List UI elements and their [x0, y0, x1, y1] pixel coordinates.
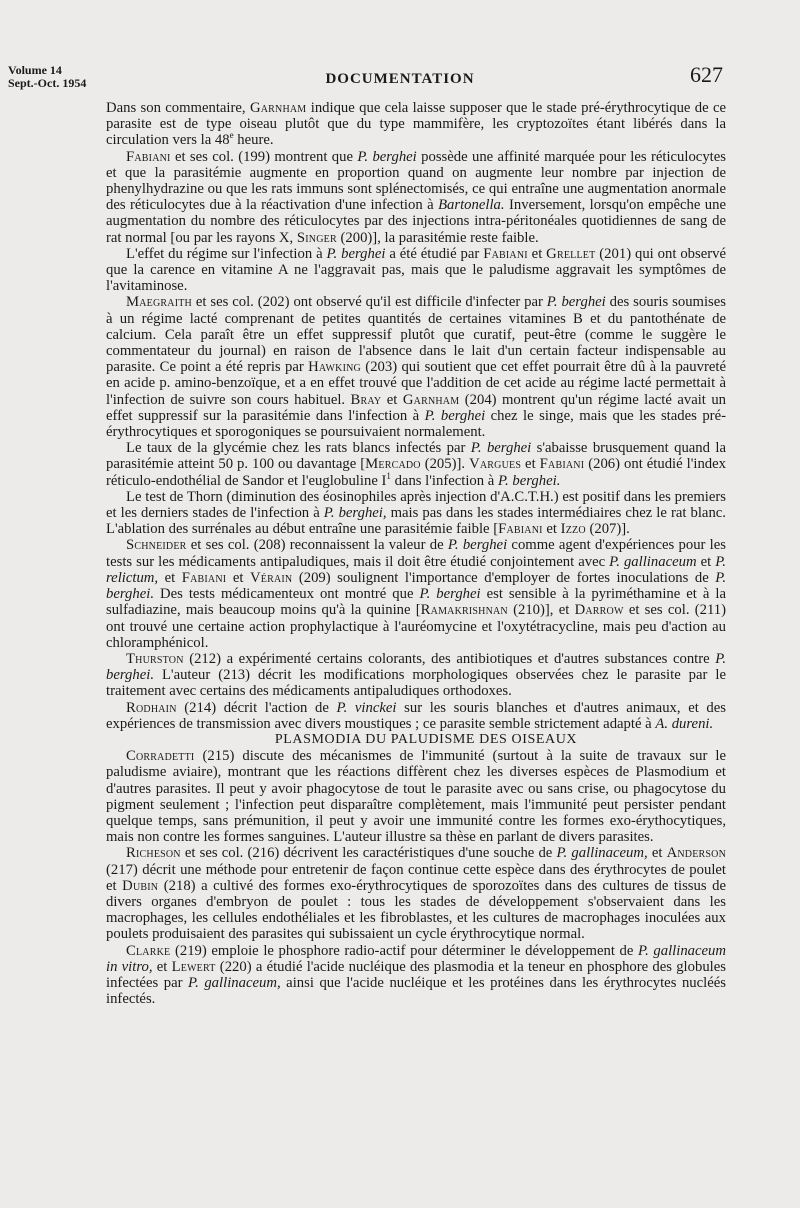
paragraph-5: Le taux de la glycémie chez les rats blancs infectés par P. berghei s'abaisse brusquement quand la parasitémie atteint 50 p. 100 ou davantage [Mercado (205)]. Vargues et Fabiani (206) ont étudié l'index réticulo-endothélial de Sandor et l'euglobuline $I^1$ dans l'infection à P. berghei.	[106, 440, 726, 489]
paragraph-6: Le test de Thorn (diminution des éosinophiles après injection d'A.C.T.H.) est positif dans les premiers et les derniers stades de l'infection à P. berghei, mais pas dans les stades intermédiaires chez le rat blanc. L'ablation des surrénales au début entraîne une parasitémie faible [Fabiani et Izzo (207)].	[106, 488, 726, 538]
article-body	[106, 100, 726, 1007]
paragraph-4: Maegraith et ses col. (202) ont observé qu'il est difficile d'infecter par P. berghei des souris soumises à un régime lacté comprenant de petites quantités de certaines vitamines B et du pantothénate de calcium. Cela paraît être un effet suppressif plutôt que curatif, peut-être (comme le suggère le commentateur du journal) en raison de l'absence dans le lait d'un certain facteur indispensable au parasite. Ce point a été repris par Hawking (203) qui soutient que cet effet pourrait être dû à la pauvreté en acide p. amino-benzoïque, et a en effet trouvé que l'addition de cet acide au régime lacté permettait à l'infection de suivre son cours habituel. Bray et Garnham (204) montrent qu'un régime lacté avait un effet suppressif sur la parasitémie dans l'infection à P. berghei chez le singe, mais que les stades pré-érythrocytiques et sporogoniques se poursuivaient normalement.	[106, 294, 727, 441]
paragraph-7: Schneider et ses col. (208) reconnaissent la valeur de P. berghei comme agent d'expériences pour les tests sur les médicaments antipaludiques, mais il doit être étudié conjointement avec P. gallinaceum et P. relictum, et Fabiani et Vérain (209) soulignent l'importance d'employer de fortes inoculations de P. berghei. Des tests médicamenteux ont montré que P. berghei est sensible à la pyriméthamine et à la sulfadiazine, mais beaucoup moins qu'à la quinine [Ramakrishnan (210)], et Darrow et ses col. (211) ont trouvé une certaine action prophylactique à l'auréomycine et l'oxytétracycline, mais peu d'action au chloramphénicol.	[106, 537, 727, 651]
issue-date: Sept.-Oct. 1954	[8, 76, 87, 90]
paragraph-3: L'effet du régime sur l'infection à P. berghei a été étudié par Fabiani et Grellet (201) qui ont observé que la carence en vitamine A ne l'aggravait pas, mais que le paludisme aggravait les symptômes de l'avitaminose.	[106, 245, 726, 295]
paragraph-2: Fabiani et ses col. (199) montrent que P. berghei possède une affinité marquée pour les réticulocytes et que la parasitémie augmente en proportion quand on augmente leur nombre par injection de phenylhydrazine ou que les rats immuns sont splénectomisés, ce qui entraîne une augmentation anormale des réticulocytes due à la réactivation d'une infection à Bartonella. Inversement, lorsqu'on empêche une augmentation du nombre des réticulocytes par des injections intra-péritonéales quotidiennes de sang de rat normal [ou par les rayons X, Singer (200)], la parasitémie reste faible.	[106, 148, 726, 246]
running-title: DOCUMENTATION	[325, 71, 475, 87]
section-title: PLASMODIA DU PALUDISME DES OISEAUX	[274, 731, 578, 747]
paragraph-10: Corradetti (215) discute des mécanismes de l'immunité (surtout à la suite de travaux sur le paludisme aviaire), montrant que les réactions diffèrent chez les diverses espèces de Plasmodium et d'autres parasites. Il peut y avoir phagocytose de tout le parasite avec ou sans crise, ou phagocytose du pigment seulement ; l'infection peut disparaître complètement, mais l'immunité peut persister pendant quelque temps, sans prémunition, il peut y avoir une immunité contre les formes exo-érythocytiques, mais non contre les formes sanguines. L'auteur illustre sa thèse en parlant de divers parasites.	[106, 748, 726, 846]
volume-label: Volume 14	[8, 63, 62, 77]
paragraph-1: Dans son commentaire, Garnham indique que cela laisse supposer que le stade pré-érythrocytique de ce parasite est de type oiseau plutôt que du type mammifère, les cryptozoïtes étant libérés dans la circulation vers la 48e heure.	[106, 100, 726, 149]
paragraph-12: Clarke (219) emploie le phosphore radio-actif pour déterminer le développement de P. gallinaceum in vitro, et Lewert (220) a étudié l'acide nucléique des plasmodia et la teneur en phosphore des globules infectées par P. gallinaceum, ainsi que l'acide nucléique et les protéines dans les érythrocytes nucléés infectés.	[106, 942, 726, 1008]
page-number: 627	[690, 62, 723, 87]
paragraph-8: Thurston (212) a expérimenté certains colorants, des antibiotiques et d'autres substances contre P. berghei. L'auteur (213) décrit les modifications morphologiques observées chez le parasite par le traitement avec certains des médicaments antipaludiques orthodoxes.	[106, 650, 726, 700]
paragraph-11: Richeson et ses col. (216) décrivent les caractéristiques d'une souche de P. gallinaceum, et Anderson (217) décrit une méthode pour entretenir de façon continue cette espèce dans des érythrocytes de poulet et Dubin (218) a cultivé des formes exo-érythrocytiques de sporozoïtes dans des cultures de tissus de divers organes d'embryon de poulet : tous les stades de développement s'observaient dans les macrophages, les cellules endothéliales et les fibroblastes, et les cultures de macrophages inoculées aux poulets produisaient des parasites qui subissaient un cycle érythrocytique normal.	[106, 845, 727, 943]
paragraph-9: Rodhain (214) décrit l'action de P. vinckei sur les souris blanches et d'autres animaux, et des expériences de transmission avec divers moustiques ; ce parasite semble strictement adapté à A. dureni.	[106, 699, 726, 732]
